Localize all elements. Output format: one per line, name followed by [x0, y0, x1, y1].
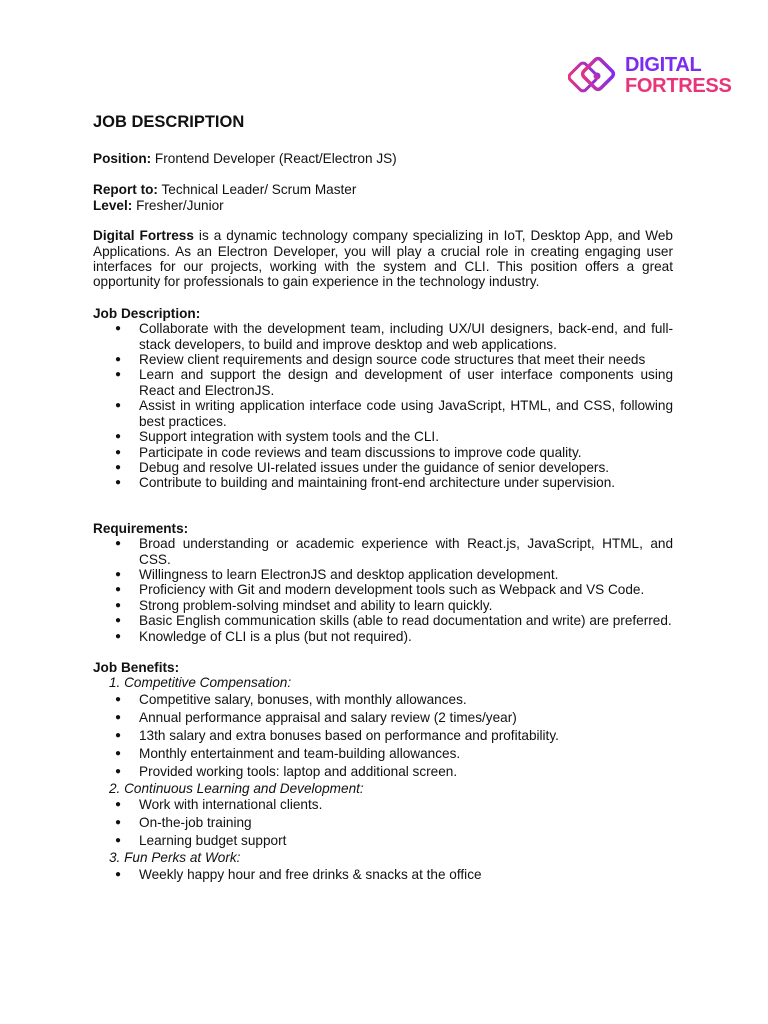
list-item: ● 13th salary and extra bonuses based on performance and profitability.	[93, 727, 673, 745]
logo-word-fortress: FORTRESS	[625, 75, 732, 97]
list-item: ● Debug and resolve UI-related issues under the guidance of senior developers.	[93, 460, 673, 475]
level-value: Fresher/Junior	[132, 197, 224, 213]
list-item: ● Support integration with system tools and the CLI.	[93, 429, 673, 444]
list-item: ● Work with international clients.	[93, 796, 673, 814]
report-to-field	[93, 182, 673, 197]
list-item: ● Strong problem-solving mindset and ability to learn quickly.	[93, 598, 673, 613]
list-item: ● Learning budget support	[93, 832, 673, 850]
list-item: ● On-the-job training	[93, 814, 673, 832]
company-name: Digital Fortress	[93, 228, 194, 244]
list-item: ● Provided working tools: laptop and additional screen.	[93, 763, 673, 781]
benefit-group-heading: 1. Competitive Compensation:	[109, 675, 292, 691]
list-item: ● Willingness to learn ElectronJS and desktop application development.	[93, 567, 673, 582]
level-field	[93, 198, 673, 213]
level-label: Level:	[93, 197, 133, 213]
list-item: ● Collaborate with the development team, including UX/UI designers, back-end, and full-stack developers, to build and improve desktop and web applications.	[93, 321, 673, 352]
company-intro	[93, 228, 673, 290]
benefit-list	[93, 866, 673, 884]
list-item: ● Broad understanding or academic experience with React.js, JavaScript, HTML, and CSS.	[93, 536, 673, 567]
position-value: Frontend Developer (React/Electron JS)	[151, 151, 397, 166]
report-to-label: Report to:	[93, 182, 158, 198]
report-to-value: Technical Leader/ Scrum Master	[157, 182, 357, 198]
benefit-group-heading: 3. Fun Perks at Work:	[109, 850, 241, 866]
list-item: ● Annual performance appraisal and salary review (2 times/year)	[93, 709, 673, 727]
benefit-group-heading: 2. Continuous Learning and Development:	[109, 780, 364, 796]
position-field	[93, 151, 673, 166]
list-item: ● Monthly entertainment and team-building allowances.	[93, 745, 673, 763]
list-item: ● Competitive salary, bonuses, with monthly allowances.	[93, 691, 673, 709]
list-item: ● Knowledge of CLI is a plus (but not required).	[93, 629, 673, 644]
list-item: ● Contribute to building and maintaining front-end architecture under supervision.	[93, 475, 673, 490]
job-description-list	[93, 321, 673, 490]
job-description-document	[93, 112, 673, 884]
list-item: ● Assist in writing application interface code using JavaScript, HTML, and CSS, following best practices.	[93, 398, 673, 429]
list-item: ● Learn and support the design and development of user interface components using React and ElectronJS.	[93, 367, 673, 398]
benefits-heading: Job Benefits:	[93, 659, 180, 675]
logo-word-digital: DIGITAL	[625, 54, 702, 76]
list-item: ● Participate in code reviews and team discussions to improve code quality.	[93, 445, 673, 460]
list-item: ● Review client requirements and design source code structures that meet their needs	[93, 352, 673, 367]
document-title: JOB DESCRIPTION	[93, 113, 245, 131]
company-logo	[568, 54, 732, 98]
position-label: Position:	[93, 151, 152, 166]
list-item: ● Basic English communication skills (able to read documentation and write) are preferred.	[93, 613, 673, 628]
intro-text: is a dynamic technology company specializing in IoT, Desktop App, and Web Applications. As an Electron Developer, you will play a crucial role in creating engaging user interfaces for our projects, working with the system and CLI. This position offers a great opportunity for professionals to gain experience in the technology industry.	[93, 228, 673, 290]
benefit-list	[93, 796, 673, 850]
list-item: ● Proficiency with Git and modern development tools such as Webpack and VS Code.	[93, 582, 673, 597]
fortress-logo-icon	[568, 56, 622, 98]
job-description-heading: Job Description:	[93, 305, 201, 321]
requirements-heading: Requirements:	[93, 520, 189, 536]
requirements-list	[93, 536, 673, 644]
list-item: ● Weekly happy hour and free drinks & snacks at the office	[93, 866, 673, 884]
benefit-list	[93, 691, 673, 781]
